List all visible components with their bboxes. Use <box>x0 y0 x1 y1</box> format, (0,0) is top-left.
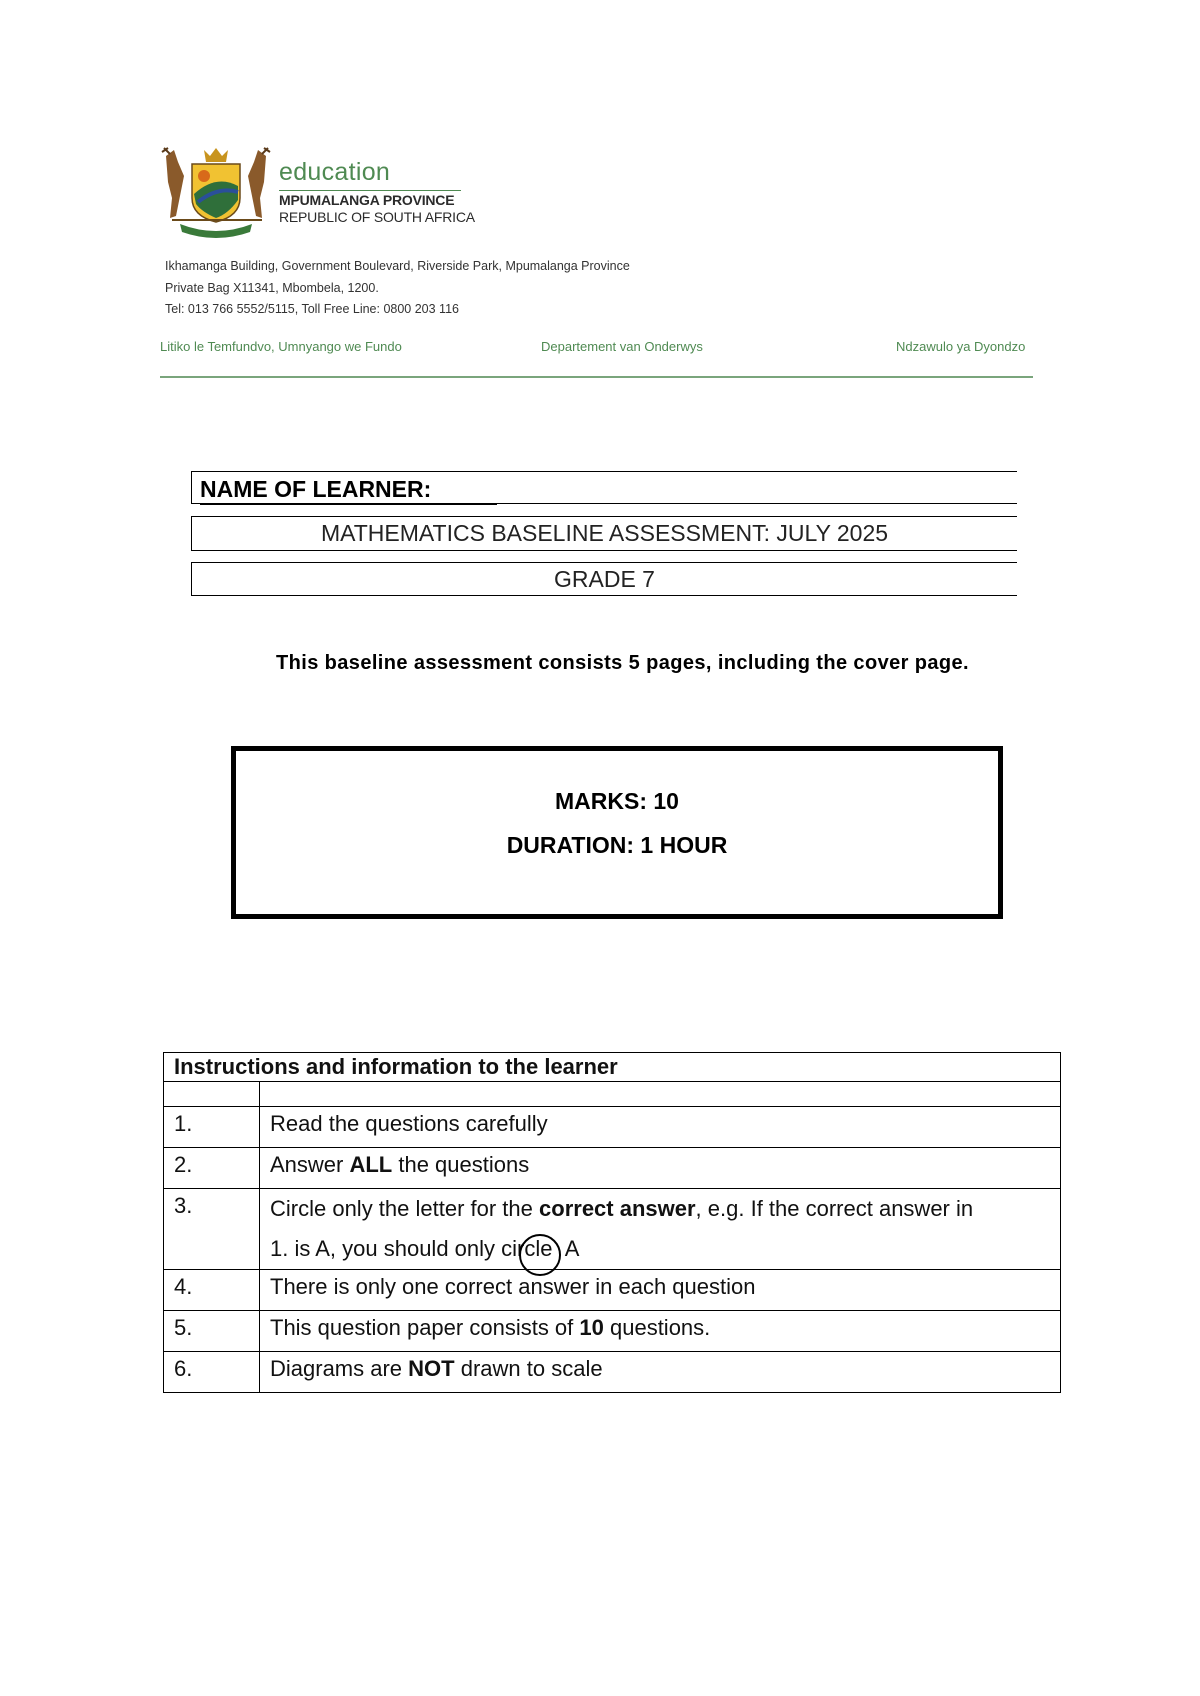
brand-divider <box>279 190 461 191</box>
item-number: 2. <box>164 1148 260 1189</box>
letterhead-rule <box>160 376 1033 378</box>
table-row <box>164 1311 1061 1352</box>
province-name: MPUMALANGA PROVINCE <box>279 192 455 208</box>
dept-name-afrikaans: Departement van Onderwys <box>541 339 703 354</box>
item-text: Answer ALL the questions <box>260 1148 1061 1189</box>
page-count-note: This baseline assessment consists 5 pages, including the cover page. <box>276 652 969 674</box>
item-number: 1. <box>164 1107 260 1148</box>
marks-duration-box <box>231 746 1003 919</box>
item-number: 6. <box>164 1352 260 1393</box>
dept-name-siswati: Litiko le Temfundvo, Umnyango we Fundo <box>160 339 402 354</box>
address-line: Tel: 013 766 5552/5115, Toll Free Line: 0800 203 116 <box>165 302 459 316</box>
item-text: Diagrams are NOT drawn to scale <box>260 1352 1061 1393</box>
learner-name-label: NAME OF LEARNER: <box>200 476 497 505</box>
table-row <box>164 1352 1061 1393</box>
coat-of-arms-logo <box>158 146 274 238</box>
item-number: 4. <box>164 1270 260 1311</box>
address-line: Ikhamanga Building, Government Boulevard, Riverside Park, Mpumalanga Province <box>165 259 630 273</box>
table-row <box>164 1189 1061 1270</box>
circle-mark-icon <box>519 1234 561 1276</box>
brand-wordmark: education <box>279 158 391 186</box>
item-text: This question paper consists of 10 questions. <box>260 1311 1061 1352</box>
item-text: Read the questions carefully <box>260 1107 1061 1148</box>
assessment-title: MATHEMATICS BASELINE ASSESSMENT: JULY 2025 <box>320 520 889 546</box>
table-row <box>164 1148 1061 1189</box>
instructions-header-row <box>164 1053 1061 1082</box>
item-number: 5. <box>164 1311 260 1352</box>
duration-label: DURATION: 1 HOUR <box>506 832 728 858</box>
circled-example: A <box>565 1229 580 1269</box>
item-text: Circle only the letter for the correct answer, e.g. If the correct answer in 1. is A, you should only circle A <box>260 1189 1061 1270</box>
republic-name: REPUBLIC OF SOUTH AFRICA <box>279 209 475 225</box>
dept-name-xitsonga: Ndzawulo ya Dyondzo <box>896 339 1026 354</box>
instructions-heading: Instructions and information to the learner <box>164 1053 1061 1082</box>
marks-label: MARKS: 10 <box>555 788 679 814</box>
grade-label: GRADE 7 <box>554 566 655 592</box>
grade-row <box>191 562 1017 596</box>
item-text: There is only one correct answer in each question <box>260 1270 1061 1311</box>
item-number: 3. <box>164 1189 260 1270</box>
learner-name-row <box>191 471 1017 504</box>
assessment-title-row <box>191 516 1017 551</box>
table-row <box>164 1270 1061 1311</box>
instructions-table <box>163 1052 1061 1393</box>
address-line: Private Bag X11341, Mbombela, 1200. <box>165 281 379 295</box>
table-row <box>164 1082 1061 1107</box>
table-row <box>164 1107 1061 1148</box>
